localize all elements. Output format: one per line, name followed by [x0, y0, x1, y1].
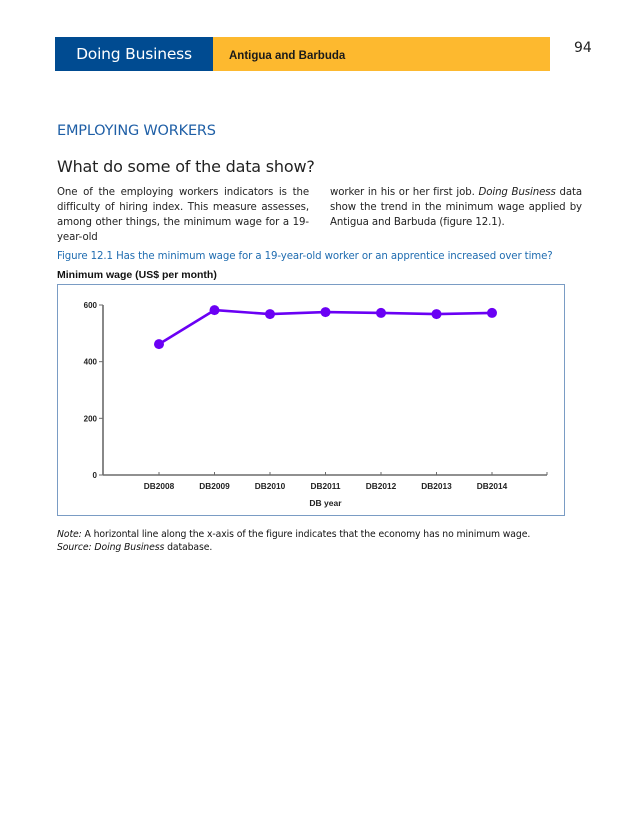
x-tick-label: DB2011: [310, 481, 341, 491]
chart-title: Minimum wage (US$ per month): [57, 269, 217, 281]
data-point: [154, 339, 164, 349]
data-point: [376, 308, 386, 318]
data-point: [432, 309, 442, 319]
section-subtitle: What do some of the data show?: [57, 157, 315, 176]
y-tick-label: 0: [92, 471, 97, 480]
figure-caption: Figure 12.1 Has the minimum wage for a 19-year-old worker or an apprentice increased over time?: [57, 251, 553, 262]
body-text-right: [330, 185, 582, 230]
country-banner: [213, 37, 550, 71]
data-point: [321, 307, 331, 317]
note-label: Note:: [57, 529, 82, 540]
note-line: [57, 528, 530, 541]
country-name: Antigua and Barbuda: [229, 50, 346, 62]
data-point: [487, 308, 497, 318]
minimum-wage-chart: [57, 284, 565, 516]
source-emphasis: Doing Business: [91, 542, 165, 553]
figure-notes: [57, 528, 530, 554]
y-tick-label: 400: [83, 357, 97, 367]
x-tick-label: DB2013: [421, 481, 452, 491]
data-point: [210, 305, 220, 315]
y-tick-label: 200: [83, 414, 97, 424]
publication-title: Doing Business 2014: [55, 37, 213, 71]
body-text-right-emphasis: Doing Business: [478, 187, 556, 198]
x-tick-label: DB2009: [199, 481, 230, 491]
source-text: database.: [164, 542, 213, 553]
source-label: Source:: [57, 542, 92, 553]
source-line: [57, 541, 530, 554]
x-axis-title: DB year: [309, 498, 342, 508]
y-tick-label: 600: [83, 301, 97, 310]
body-text-right-post: data show the trend in the minimum wage applied by Antigua and Barbuda (figure 12.1).: [330, 187, 582, 228]
body-text-left: One of the employing workers indicators is the difficulty of hiring index. This measure assesses, among other things, the minimum wage for a 19-year-old: [57, 187, 309, 243]
x-tick-label: DB2014: [476, 481, 508, 491]
body-text-right-pre: worker in his or her first job.: [330, 187, 479, 198]
x-tick-label: DB2012: [365, 481, 397, 491]
note-text: A horizontal line along the x-axis of the figure indicates that the economy has no minimum wage.: [81, 529, 531, 540]
page-number: 94: [574, 40, 592, 56]
x-tick-label: DB2010: [254, 481, 286, 491]
section-title: EMPLOYING WORKERS: [57, 123, 216, 139]
x-tick-label: DB2008: [143, 481, 175, 491]
data-point: [265, 309, 275, 319]
